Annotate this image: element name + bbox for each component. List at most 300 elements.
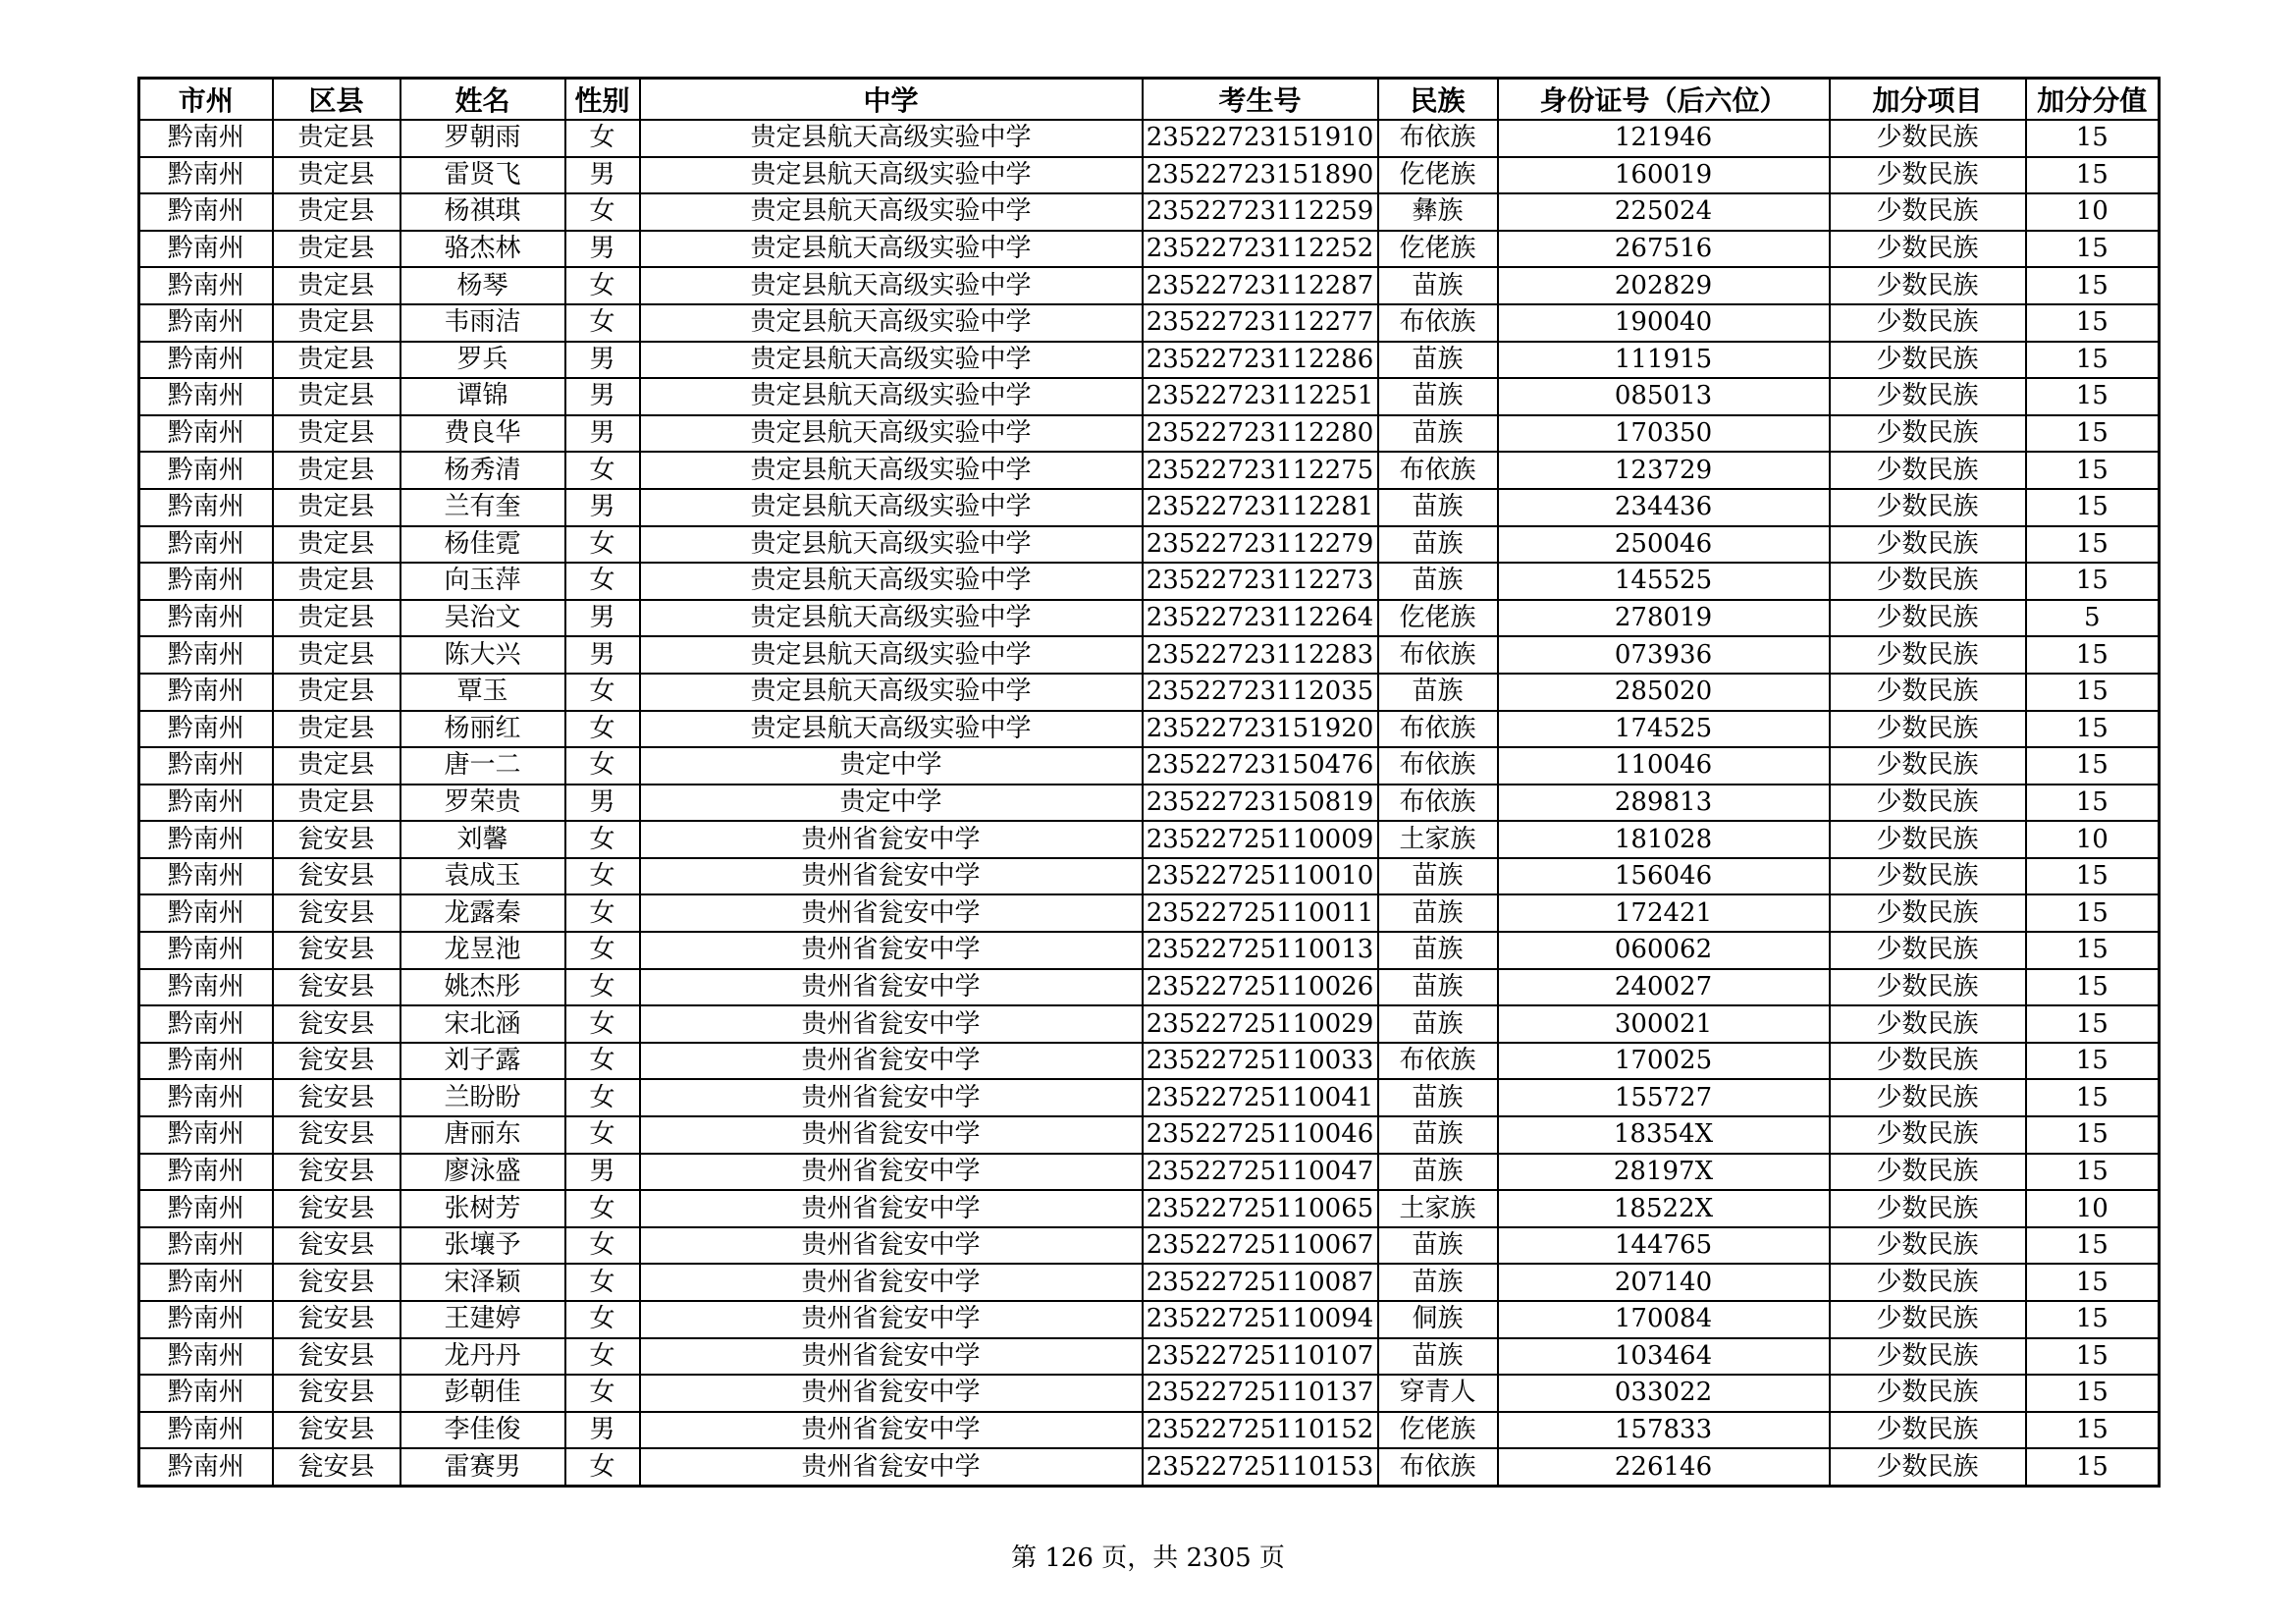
name-cell: 张树芳 [400, 1190, 565, 1227]
gender-cell: 女 [565, 1005, 640, 1043]
table-row [139, 747, 2160, 785]
id-suffix-cell: 174525 [1498, 711, 1830, 748]
county-cell: 贵定县 [273, 674, 400, 711]
city-cell: 黔南州 [139, 858, 273, 895]
gender-cell: 男 [565, 157, 640, 194]
table-row [139, 1005, 2160, 1043]
ethnicity-cell: 苗族 [1378, 415, 1498, 453]
column-header-bonus-points: 加分分值 [2026, 79, 2160, 121]
exam-number-cell: 23522723112264 [1143, 600, 1378, 637]
name-cell: 陈大兴 [400, 636, 565, 674]
gender-cell: 女 [565, 1375, 640, 1412]
county-cell: 瓮安县 [273, 1448, 400, 1486]
table-row [139, 932, 2160, 969]
school-cell: 贵定县航天高级实验中学 [640, 267, 1143, 304]
table-row [139, 231, 2160, 268]
ethnicity-cell: 苗族 [1378, 526, 1498, 564]
school-cell: 贵州省瓮安中学 [640, 1043, 1143, 1080]
bonus-points-cell: 15 [2026, 267, 2160, 304]
bonus-points-cell: 15 [2026, 785, 2160, 822]
id-suffix-cell: 28197X [1498, 1154, 1830, 1191]
gender-cell: 女 [565, 1448, 640, 1486]
county-cell: 贵定县 [273, 231, 400, 268]
ethnicity-cell: 苗族 [1378, 932, 1498, 969]
gender-cell: 男 [565, 785, 640, 822]
city-cell: 黔南州 [139, 674, 273, 711]
name-cell: 王建婷 [400, 1301, 565, 1338]
page-number-footer: 第 126 页，共 2305 页 [1011, 1543, 1285, 1573]
city-cell: 黔南州 [139, 378, 273, 415]
exam-number-cell: 23522723151920 [1143, 711, 1378, 748]
bonus-points-cell: 15 [2026, 969, 2160, 1006]
school-cell: 贵定县航天高级实验中学 [640, 563, 1143, 600]
exam-number-cell: 23522723112280 [1143, 415, 1378, 453]
name-cell: 谭锦 [400, 378, 565, 415]
city-cell: 黔南州 [139, 932, 273, 969]
gender-cell: 女 [565, 563, 640, 600]
bonus-points-cell: 15 [2026, 1154, 2160, 1191]
gender-cell: 女 [565, 193, 640, 231]
name-cell: 张壤予 [400, 1227, 565, 1265]
name-cell: 罗朝雨 [400, 120, 565, 157]
city-cell: 黔南州 [139, 894, 273, 932]
bonus-item-cell: 少数民族 [1830, 1190, 2026, 1227]
city-cell: 黔南州 [139, 342, 273, 379]
exam-number-cell: 23522723112275 [1143, 452, 1378, 489]
bonus-item-cell: 少数民族 [1830, 1005, 2026, 1043]
city-cell: 黔南州 [139, 711, 273, 748]
bonus-item-cell: 少数民族 [1830, 378, 2026, 415]
city-cell: 黔南州 [139, 1190, 273, 1227]
gender-cell: 女 [565, 674, 640, 711]
gender-cell: 男 [565, 600, 640, 637]
column-header-school: 中学 [640, 79, 1143, 121]
exam-number-cell: 23522725110152 [1143, 1412, 1378, 1449]
exam-number-cell: 23522723112251 [1143, 378, 1378, 415]
city-cell: 黔南州 [139, 785, 273, 822]
city-cell: 黔南州 [139, 747, 273, 785]
ethnicity-cell: 苗族 [1378, 1116, 1498, 1154]
school-cell: 贵定县航天高级实验中学 [640, 304, 1143, 342]
name-cell: 杨佳霓 [400, 526, 565, 564]
bonus-points-cell: 15 [2026, 231, 2160, 268]
county-cell: 贵定县 [273, 157, 400, 194]
id-suffix-cell: 267516 [1498, 231, 1830, 268]
county-cell: 贵定县 [273, 342, 400, 379]
city-cell: 黔南州 [139, 120, 273, 157]
ethnicity-cell: 苗族 [1378, 1154, 1498, 1191]
table-row [139, 1264, 2160, 1301]
bonus-points-cell: 15 [2026, 120, 2160, 157]
city-cell: 黔南州 [139, 193, 273, 231]
bonus-item-cell: 少数民族 [1830, 747, 2026, 785]
city-cell: 黔南州 [139, 267, 273, 304]
gender-cell: 女 [565, 526, 640, 564]
city-cell: 黔南州 [139, 636, 273, 674]
header-row [139, 79, 2160, 121]
ethnicity-cell: 仡佬族 [1378, 600, 1498, 637]
county-cell: 贵定县 [273, 489, 400, 526]
city-cell: 黔南州 [139, 1227, 273, 1265]
id-suffix-cell: 123729 [1498, 452, 1830, 489]
city-cell: 黔南州 [139, 1079, 273, 1116]
id-suffix-cell: 300021 [1498, 1005, 1830, 1043]
city-cell: 黔南州 [139, 1301, 273, 1338]
bonus-item-cell: 少数民族 [1830, 1043, 2026, 1080]
city-cell: 黔南州 [139, 1005, 273, 1043]
city-cell: 黔南州 [139, 1375, 273, 1412]
bonus-points-cell: 15 [2026, 858, 2160, 895]
city-cell: 黔南州 [139, 304, 273, 342]
ethnicity-cell: 布依族 [1378, 120, 1498, 157]
exam-number-cell: 23522723150819 [1143, 785, 1378, 822]
table-row [139, 600, 2160, 637]
table-row [139, 526, 2160, 564]
bonus-item-cell: 少数民族 [1830, 1227, 2026, 1265]
table-row [139, 1116, 2160, 1154]
name-cell: 杨丽红 [400, 711, 565, 748]
city-cell: 黔南州 [139, 452, 273, 489]
bonus-item-cell: 少数民族 [1830, 342, 2026, 379]
school-cell: 贵定中学 [640, 785, 1143, 822]
county-cell: 贵定县 [273, 711, 400, 748]
table-row [139, 711, 2160, 748]
table-row [139, 342, 2160, 379]
bonus-points-cell: 15 [2026, 1448, 2160, 1486]
city-cell: 黔南州 [139, 1154, 273, 1191]
gender-cell: 女 [565, 969, 640, 1006]
exam-number-cell: 23522725110009 [1143, 821, 1378, 858]
name-cell: 姚杰彤 [400, 969, 565, 1006]
school-cell: 贵州省瓮安中学 [640, 1116, 1143, 1154]
gender-cell: 女 [565, 1338, 640, 1376]
exam-number-cell: 23522723112035 [1143, 674, 1378, 711]
county-cell: 贵定县 [273, 563, 400, 600]
table-row [139, 894, 2160, 932]
ethnicity-cell: 苗族 [1378, 489, 1498, 526]
city-cell: 黔南州 [139, 1338, 273, 1376]
city-cell: 黔南州 [139, 489, 273, 526]
county-cell: 贵定县 [273, 747, 400, 785]
id-suffix-cell: 285020 [1498, 674, 1830, 711]
school-cell: 贵州省瓮安中学 [640, 821, 1143, 858]
county-cell: 瓮安县 [273, 821, 400, 858]
school-cell: 贵定县航天高级实验中学 [640, 600, 1143, 637]
table-row [139, 157, 2160, 194]
ethnicity-cell: 布依族 [1378, 1043, 1498, 1080]
table-row [139, 193, 2160, 231]
city-cell: 黔南州 [139, 1116, 273, 1154]
bonus-item-cell: 少数民族 [1830, 1448, 2026, 1486]
exam-number-cell: 23522725110094 [1143, 1301, 1378, 1338]
name-cell: 杨秀清 [400, 452, 565, 489]
county-cell: 瓮安县 [273, 894, 400, 932]
county-cell: 瓮安县 [273, 1005, 400, 1043]
school-cell: 贵州省瓮安中学 [640, 1079, 1143, 1116]
bonus-points-cell: 10 [2026, 193, 2160, 231]
name-cell: 龙昱池 [400, 932, 565, 969]
exam-number-cell: 23522725110029 [1143, 1005, 1378, 1043]
gender-cell: 女 [565, 1301, 640, 1338]
ethnicity-cell: 土家族 [1378, 1190, 1498, 1227]
name-cell: 覃玉 [400, 674, 565, 711]
school-cell: 贵定县航天高级实验中学 [640, 711, 1143, 748]
school-cell: 贵定县航天高级实验中学 [640, 636, 1143, 674]
bonus-item-cell: 少数民族 [1830, 1412, 2026, 1449]
bonus-points-cell: 10 [2026, 1190, 2160, 1227]
table-row [139, 120, 2160, 157]
bonus-item-cell: 少数民族 [1830, 452, 2026, 489]
ethnicity-cell: 仡佬族 [1378, 231, 1498, 268]
bonus-points-cell: 15 [2026, 1005, 2160, 1043]
ethnicity-cell: 布依族 [1378, 304, 1498, 342]
table-row [139, 636, 2160, 674]
school-cell: 贵州省瓮安中学 [640, 1338, 1143, 1376]
exam-number-cell: 23522723112281 [1143, 489, 1378, 526]
id-suffix-cell: 170350 [1498, 415, 1830, 453]
bonus-item-cell: 少数民族 [1830, 489, 2026, 526]
county-cell: 瓮安县 [273, 932, 400, 969]
city-cell: 黔南州 [139, 231, 273, 268]
ethnicity-cell: 仡佬族 [1378, 157, 1498, 194]
table-row [139, 1043, 2160, 1080]
bonus-points-cell: 15 [2026, 1375, 2160, 1412]
name-cell: 彭朝佳 [400, 1375, 565, 1412]
table-row [139, 1079, 2160, 1116]
bonus-points-cell: 15 [2026, 452, 2160, 489]
bonus-item-cell: 少数民族 [1830, 858, 2026, 895]
gender-cell: 女 [565, 1116, 640, 1154]
bonus-points-cell: 15 [2026, 304, 2160, 342]
exam-number-cell: 23522723112277 [1143, 304, 1378, 342]
name-cell: 杨琴 [400, 267, 565, 304]
table-row [139, 304, 2160, 342]
id-suffix-cell: 085013 [1498, 378, 1830, 415]
exam-number-cell: 23522723112252 [1143, 231, 1378, 268]
id-suffix-cell: 181028 [1498, 821, 1830, 858]
bonus-points-cell: 15 [2026, 747, 2160, 785]
bonus-points-cell: 15 [2026, 378, 2160, 415]
gender-cell: 女 [565, 858, 640, 895]
ethnicity-cell: 苗族 [1378, 1227, 1498, 1265]
city-cell: 黔南州 [139, 526, 273, 564]
id-suffix-cell: 170084 [1498, 1301, 1830, 1338]
table-row [139, 267, 2160, 304]
bonus-points-cell: 15 [2026, 932, 2160, 969]
school-cell: 贵定县航天高级实验中学 [640, 193, 1143, 231]
column-header-county: 区县 [273, 79, 400, 121]
table-row [139, 378, 2160, 415]
county-cell: 瓮安县 [273, 1154, 400, 1191]
gender-cell: 男 [565, 1154, 640, 1191]
id-suffix-cell: 073936 [1498, 636, 1830, 674]
exam-number-cell: 23522725110153 [1143, 1448, 1378, 1486]
bonus-item-cell: 少数民族 [1830, 157, 2026, 194]
school-cell: 贵州省瓮安中学 [640, 1005, 1143, 1043]
school-cell: 贵定县航天高级实验中学 [640, 489, 1143, 526]
bonus-points-cell: 15 [2026, 415, 2160, 453]
name-cell: 宋泽颖 [400, 1264, 565, 1301]
ethnicity-cell: 穿青人 [1378, 1375, 1498, 1412]
bonus-points-cell: 15 [2026, 894, 2160, 932]
table-row [139, 489, 2160, 526]
ethnicity-cell: 苗族 [1378, 1079, 1498, 1116]
id-suffix-cell: 250046 [1498, 526, 1830, 564]
bonus-item-cell: 少数民族 [1830, 231, 2026, 268]
bonus-points-cell: 15 [2026, 1338, 2160, 1376]
name-cell: 罗荣贵 [400, 785, 565, 822]
ethnicity-cell: 布依族 [1378, 636, 1498, 674]
table-row [139, 674, 2160, 711]
county-cell: 贵定县 [273, 193, 400, 231]
school-cell: 贵定县航天高级实验中学 [640, 120, 1143, 157]
county-cell: 贵定县 [273, 452, 400, 489]
county-cell: 贵定县 [273, 600, 400, 637]
city-cell: 黔南州 [139, 563, 273, 600]
gender-cell: 女 [565, 1190, 640, 1227]
bonus-points-cell: 15 [2026, 1264, 2160, 1301]
gender-cell: 男 [565, 342, 640, 379]
name-cell: 袁成玉 [400, 858, 565, 895]
name-cell: 兰有奎 [400, 489, 565, 526]
ethnicity-cell: 苗族 [1378, 267, 1498, 304]
id-suffix-cell: 145525 [1498, 563, 1830, 600]
ethnicity-cell: 苗族 [1378, 969, 1498, 1006]
bonus-item-cell: 少数民族 [1830, 415, 2026, 453]
name-cell: 向玉萍 [400, 563, 565, 600]
exam-number-cell: 23522723112273 [1143, 563, 1378, 600]
exam-number-cell: 23522725110137 [1143, 1375, 1378, 1412]
school-cell: 贵州省瓮安中学 [640, 932, 1143, 969]
ethnicity-cell: 苗族 [1378, 674, 1498, 711]
county-cell: 贵定县 [273, 415, 400, 453]
bonus-item-cell: 少数民族 [1830, 969, 2026, 1006]
name-cell: 廖泳盛 [400, 1154, 565, 1191]
gender-cell: 女 [565, 304, 640, 342]
school-cell: 贵州省瓮安中学 [640, 1448, 1143, 1486]
name-cell: 龙露秦 [400, 894, 565, 932]
id-suffix-cell: 278019 [1498, 600, 1830, 637]
name-cell: 骆杰林 [400, 231, 565, 268]
bonus-item-cell: 少数民族 [1830, 193, 2026, 231]
table-row [139, 563, 2160, 600]
county-cell: 贵定县 [273, 267, 400, 304]
county-cell: 贵定县 [273, 120, 400, 157]
bonus-item-cell: 少数民族 [1830, 894, 2026, 932]
name-cell: 李佳俊 [400, 1412, 565, 1449]
id-suffix-cell: 144765 [1498, 1227, 1830, 1265]
bonus-item-cell: 少数民族 [1830, 526, 2026, 564]
column-header-id-suffix: 身份证号（后六位） [1498, 79, 1830, 121]
exam-number-cell: 23522725110046 [1143, 1116, 1378, 1154]
name-cell: 杨祺琪 [400, 193, 565, 231]
bonus-points-cell: 15 [2026, 1412, 2160, 1449]
gender-cell: 女 [565, 1227, 640, 1265]
table-row [139, 858, 2160, 895]
table-row [139, 821, 2160, 858]
name-cell: 韦雨洁 [400, 304, 565, 342]
exam-number-cell: 23522725110041 [1143, 1079, 1378, 1116]
ethnicity-cell: 侗族 [1378, 1301, 1498, 1338]
name-cell: 宋北涵 [400, 1005, 565, 1043]
exam-number-cell: 23522725110011 [1143, 894, 1378, 932]
ethnicity-cell: 布依族 [1378, 452, 1498, 489]
bonus-points-table [137, 77, 2161, 1488]
city-cell: 黔南州 [139, 157, 273, 194]
school-cell: 贵州省瓮安中学 [640, 1227, 1143, 1265]
ethnicity-cell: 苗族 [1378, 563, 1498, 600]
table-row [139, 1412, 2160, 1449]
gender-cell: 男 [565, 489, 640, 526]
gender-cell: 女 [565, 711, 640, 748]
gender-cell: 女 [565, 120, 640, 157]
name-cell: 刘子露 [400, 1043, 565, 1080]
school-cell: 贵定县航天高级实验中学 [640, 526, 1143, 564]
city-cell: 黔南州 [139, 600, 273, 637]
id-suffix-cell: 157833 [1498, 1412, 1830, 1449]
bonus-points-cell: 15 [2026, 711, 2160, 748]
ethnicity-cell: 苗族 [1378, 1338, 1498, 1376]
column-header-city: 市州 [139, 79, 273, 121]
exam-number-cell: 23522723112286 [1143, 342, 1378, 379]
county-cell: 瓮安县 [273, 1375, 400, 1412]
county-cell: 瓮安县 [273, 858, 400, 895]
id-suffix-cell: 225024 [1498, 193, 1830, 231]
gender-cell: 女 [565, 821, 640, 858]
gender-cell: 男 [565, 231, 640, 268]
bonus-points-cell: 10 [2026, 821, 2160, 858]
column-header-name: 姓名 [400, 79, 565, 121]
county-cell: 瓮安县 [273, 1043, 400, 1080]
city-cell: 黔南州 [139, 1412, 273, 1449]
table-row [139, 969, 2160, 1006]
county-cell: 瓮安县 [273, 1338, 400, 1376]
city-cell: 黔南州 [139, 1264, 273, 1301]
bonus-item-cell: 少数民族 [1830, 120, 2026, 157]
table-body [139, 120, 2160, 1486]
bonus-points-cell: 15 [2026, 563, 2160, 600]
gender-cell: 男 [565, 1412, 640, 1449]
bonus-points-cell: 15 [2026, 1116, 2160, 1154]
gender-cell: 男 [565, 378, 640, 415]
bonus-item-cell: 少数民族 [1830, 1116, 2026, 1154]
exam-number-cell: 23522725110107 [1143, 1338, 1378, 1376]
county-cell: 瓮安县 [273, 1227, 400, 1265]
school-cell: 贵定中学 [640, 747, 1143, 785]
ethnicity-cell: 苗族 [1378, 1005, 1498, 1043]
id-suffix-cell: 155727 [1498, 1079, 1830, 1116]
id-suffix-cell: 18354X [1498, 1116, 1830, 1154]
school-cell: 贵定县航天高级实验中学 [640, 342, 1143, 379]
school-cell: 贵州省瓮安中学 [640, 894, 1143, 932]
ethnicity-cell: 苗族 [1378, 342, 1498, 379]
school-cell: 贵定县航天高级实验中学 [640, 157, 1143, 194]
gender-cell: 女 [565, 894, 640, 932]
bonus-item-cell: 少数民族 [1830, 563, 2026, 600]
bonus-item-cell: 少数民族 [1830, 1375, 2026, 1412]
exam-number-cell: 23522725110013 [1143, 932, 1378, 969]
exam-number-cell: 23522723112279 [1143, 526, 1378, 564]
county-cell: 瓮安县 [273, 1301, 400, 1338]
id-suffix-cell: 160019 [1498, 157, 1830, 194]
table-row [139, 1301, 2160, 1338]
column-header-bonus-item: 加分项目 [1830, 79, 2026, 121]
name-cell: 雷贤飞 [400, 157, 565, 194]
exam-number-cell: 23522725110067 [1143, 1227, 1378, 1265]
county-cell: 瓮安县 [273, 1116, 400, 1154]
school-cell: 贵州省瓮安中学 [640, 1375, 1143, 1412]
column-header-ethnicity: 民族 [1378, 79, 1498, 121]
